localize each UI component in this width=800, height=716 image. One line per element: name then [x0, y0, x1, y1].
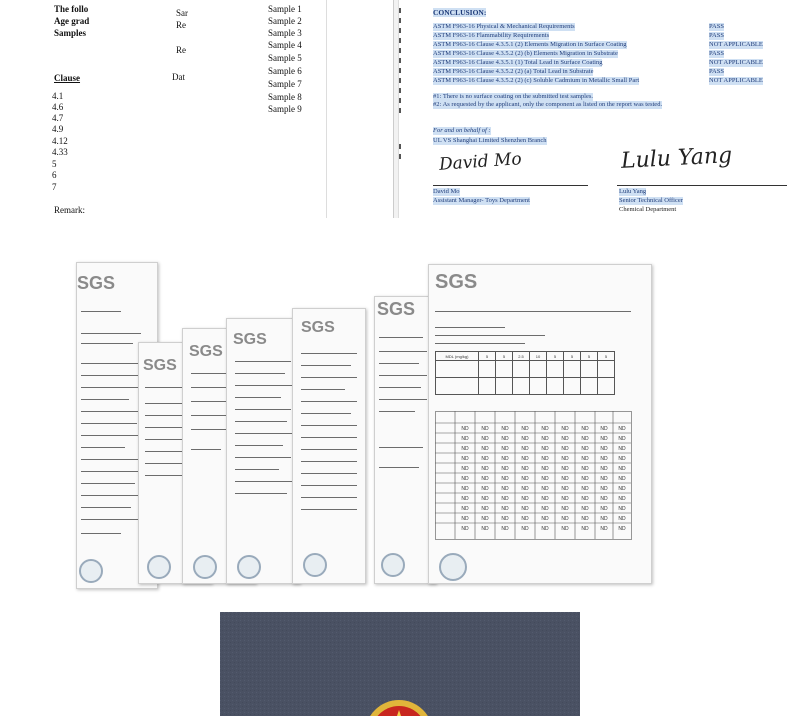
nd-cell: ND [581, 506, 589, 512]
nd-cell: ND [501, 506, 509, 512]
nd-cell: ND [461, 496, 469, 502]
nd-cell: ND [521, 516, 529, 522]
nd-cell: ND [481, 526, 489, 532]
signature-lulu-yang: Lulu Yang [620, 143, 733, 174]
nd-cell: ND [521, 466, 529, 472]
signature-rule [617, 185, 787, 186]
nd-cell: ND [618, 466, 626, 472]
sample-label: Sample 1 [268, 4, 302, 14]
nd-cell: ND [618, 436, 626, 442]
sgs-seal-icon [303, 553, 327, 577]
requirement-result: PASS [709, 68, 724, 75]
nd-cell: ND [600, 476, 608, 482]
requirement-result: NOT APPLICABLE [709, 59, 763, 66]
clause-number: 7 [52, 182, 57, 192]
requirement-row: ASTM F963-16 Clause 4.3.5.1 (1) Total Lead in Surface Coating [433, 59, 603, 66]
signatory-title: Senior Technical Officer [619, 197, 683, 204]
nd-cell: ND [541, 526, 549, 532]
nd-cell: ND [501, 496, 509, 502]
nd-cell: ND [561, 526, 569, 532]
nd-cell: ND [581, 526, 589, 532]
signatory-name: Lulu Yang [619, 188, 647, 195]
nd-cell: ND [481, 486, 489, 492]
sample-label: Sample 2 [268, 16, 302, 26]
nd-cell: ND [461, 456, 469, 462]
sgs-logo: SGS [77, 273, 116, 293]
nd-cell: ND [600, 446, 608, 452]
nd-cell: ND [618, 526, 626, 532]
nd-cell: ND [541, 486, 549, 492]
nd-cell: ND [461, 476, 469, 482]
nd-cell: ND [561, 436, 569, 442]
sample-label: Sample 3 [268, 28, 302, 38]
sgs-logo: SGS [301, 319, 335, 336]
test-report-summary-left [0, 0, 326, 218]
requirement-row: ASTM F963-16 Clause 4.3.5.2 (2) (c) Soluble Cadmium in Metallic Small Part [433, 77, 640, 84]
sample-label: Sample 6 [268, 66, 302, 76]
nd-cell: ND [561, 476, 569, 482]
sgs-seal-icon [439, 553, 467, 581]
table-cell: MDL (mg/kg) [436, 352, 479, 361]
report-page-strip [326, 0, 399, 218]
nd-cell: ND [600, 426, 608, 432]
report-page-7 [428, 264, 652, 584]
nd-cell: ND [481, 456, 489, 462]
requirement-row: ASTM F963-16 Clause 4.3.5.2 (2) (b) Elements Migration in Substrate [433, 50, 618, 57]
sgs-seal-icon [381, 553, 405, 577]
nd-cell: ND [461, 446, 469, 452]
table-cell: 5 [564, 352, 581, 361]
nd-cell: ND [561, 446, 569, 452]
nd-cell: ND [581, 486, 589, 492]
nd-cell: ND [541, 456, 549, 462]
nd-cell: ND [481, 426, 489, 432]
table-cell: 5 [598, 352, 615, 361]
sgs-seal-icon [147, 555, 171, 579]
nd-cell: ND [618, 476, 626, 482]
intro-line: Age grad [54, 16, 90, 26]
nd-cell: ND [600, 486, 608, 492]
clause-number: 6 [52, 170, 57, 180]
sgs-logo: SGS [435, 271, 478, 293]
nd-cell: ND [481, 476, 489, 482]
nd-cell: ND [461, 466, 469, 472]
nd-cell: ND [561, 426, 569, 432]
nd-cell: ND [501, 426, 509, 432]
sgs-logo: SGS [143, 357, 177, 374]
requirement-row: ASTM F963-16 Clause 4.3.5.1 (2) Elements Migration in Surface Coating [433, 41, 627, 48]
on-behalf-label: For and on behalf of : [433, 127, 491, 134]
nd-cell: ND [541, 426, 549, 432]
requirement-row: ASTM F963-16 Flammability Requirements [433, 32, 550, 39]
nd-cell: ND [600, 466, 608, 472]
table-cell: 5 [547, 352, 564, 361]
nd-cell: ND [521, 456, 529, 462]
intro-line: The follo [54, 4, 89, 14]
nd-cell: ND [600, 506, 608, 512]
nd-cell: ND [581, 436, 589, 442]
nd-cell: ND [481, 496, 489, 502]
nd-cell: ND [561, 486, 569, 492]
results-table-header [435, 351, 615, 395]
nd-cell: ND [521, 476, 529, 482]
nd-cell: ND [618, 426, 626, 432]
sgs-seal-icon [237, 555, 261, 579]
nd-cell: ND [541, 516, 549, 522]
requirement-row: ASTM F963-16 Physical & Mechanical Requirements [433, 23, 575, 30]
requirement-result: NOT APPLICABLE [709, 77, 763, 84]
nd-cell: ND [561, 466, 569, 472]
field-label: Re [176, 20, 186, 30]
nd-cell: ND [541, 446, 549, 452]
nd-cell: ND [581, 496, 589, 502]
nd-cell: ND [581, 426, 589, 432]
margin-text-marks [398, 6, 403, 166]
nd-cell: ND [521, 426, 529, 432]
nd-cell: ND [501, 476, 509, 482]
clause-number: 4.7 [52, 113, 64, 123]
margin-letters [398, 6, 403, 166]
field-label: Sar [176, 8, 188, 18]
note-line: #1: There is no surface coating on the submitted test samples. [433, 93, 593, 100]
nd-cell: ND [521, 526, 529, 532]
intro-line: Samples [54, 28, 87, 38]
table-cell: 5 [479, 352, 496, 361]
table-cell: 10 [530, 352, 547, 361]
field-label: Dat [172, 72, 185, 82]
national-emblem-icon [354, 692, 444, 716]
signatory-title: Assistant Manager- Toys Department [433, 197, 530, 204]
nd-cell: ND [618, 446, 626, 452]
sgs-seal-icon [193, 555, 217, 579]
sgs-seal-icon [79, 559, 103, 583]
requirement-result: PASS [709, 50, 724, 57]
nd-cell: ND [561, 516, 569, 522]
sample-label: Sample 7 [268, 79, 302, 89]
nd-cell: ND [618, 486, 626, 492]
clause-number: 4.12 [52, 136, 68, 146]
nd-cell: ND [541, 506, 549, 512]
clause-number: 4.1 [52, 91, 64, 101]
nd-cell: ND [461, 426, 469, 432]
nd-cell: ND [461, 486, 469, 492]
nd-cell: ND [600, 516, 608, 522]
nd-cell: ND [600, 496, 608, 502]
clause-number: 5 [52, 159, 57, 169]
conclusion-title: CONCLUSION: [433, 8, 487, 17]
nd-cell: ND [501, 436, 509, 442]
sample-label: Sample 4 [268, 40, 302, 50]
nd-cell: ND [618, 496, 626, 502]
nd-cell: ND [521, 496, 529, 502]
requirement-row: ASTM F963-16 Clause 4.3.5.2 (2) (a) Total Lead in Substrate [433, 68, 594, 75]
clause-header: Clause [54, 73, 81, 83]
nd-cell: ND [618, 516, 626, 522]
nd-cell: ND [461, 506, 469, 512]
clause-number: 4.6 [52, 102, 64, 112]
nd-cell: ND [600, 526, 608, 532]
nd-cell: ND [461, 436, 469, 442]
clause-number: 4.9 [52, 124, 64, 134]
nd-cell: ND [561, 456, 569, 462]
company-name: UL VS Shanghai Limited Shenzhen Branch [433, 137, 547, 144]
signature-david-mo: David Mo [438, 149, 523, 175]
nd-cell: ND [581, 466, 589, 472]
test-report-conclusion [398, 0, 800, 218]
nd-results-grid [435, 411, 635, 546]
nd-cell: ND [501, 456, 509, 462]
nd-cell: ND [541, 436, 549, 442]
nd-cell: ND [521, 436, 529, 442]
nd-cell: ND [501, 516, 509, 522]
nd-cell: ND [501, 446, 509, 452]
nd-cell: ND [521, 446, 529, 452]
nd-cell: ND [581, 446, 589, 452]
clause-number: 4.33 [52, 147, 68, 157]
sgs-logo: SGS [233, 331, 267, 348]
nd-cell: ND [618, 506, 626, 512]
nd-cell: ND [541, 476, 549, 482]
signatory-department: Chemical Department [619, 206, 677, 213]
table-cell: 5 [581, 352, 598, 361]
nd-cell: ND [481, 506, 489, 512]
nd-cell: ND [521, 506, 529, 512]
nd-cell: ND [581, 476, 589, 482]
sample-label: Sample 5 [268, 53, 302, 63]
sample-label: Sample 8 [268, 92, 302, 102]
remark-label: Remark: [54, 205, 85, 215]
nd-cell: ND [541, 496, 549, 502]
nd-cell: ND [461, 516, 469, 522]
field-label: Re [176, 45, 186, 55]
nd-cell: ND [541, 466, 549, 472]
nd-cell: ND [501, 466, 509, 472]
report-page-4 [226, 318, 300, 584]
table-cell: 2.5 [513, 352, 530, 361]
sgs-report-stack [76, 262, 656, 592]
nd-cell: ND [501, 526, 509, 532]
report-page-5 [292, 308, 366, 584]
requirement-result: NOT APPLICABLE [709, 41, 763, 48]
requirement-result: PASS [709, 23, 724, 30]
nd-cell: ND [581, 456, 589, 462]
nd-cell: ND [521, 486, 529, 492]
nd-cell: ND [561, 506, 569, 512]
sgs-logo: SGS [189, 343, 223, 360]
nd-grid-lines [435, 411, 635, 541]
certificate-cover [220, 612, 580, 716]
sgs-logo: SGS [377, 299, 416, 319]
nd-cell: ND [501, 486, 509, 492]
nd-cell: ND [481, 466, 489, 472]
nd-cell: ND [581, 516, 589, 522]
nd-cell: ND [461, 526, 469, 532]
report-page-6 [374, 296, 436, 584]
nd-cell: ND [600, 436, 608, 442]
nd-cell: ND [561, 496, 569, 502]
signatory-name: David Mo [433, 188, 460, 195]
nd-cell: ND [481, 436, 489, 442]
signature-rule [433, 185, 588, 186]
nd-cell: ND [481, 516, 489, 522]
requirement-result: PASS [709, 32, 724, 39]
table-cell: 5 [496, 352, 513, 361]
note-line: #2: As requested by the applicant, only the component as listed on the report was tested. [433, 101, 663, 108]
nd-cell: ND [481, 446, 489, 452]
nd-cell: ND [600, 456, 608, 462]
nd-cell: ND [618, 456, 626, 462]
sample-label: Sample 9 [268, 104, 302, 114]
